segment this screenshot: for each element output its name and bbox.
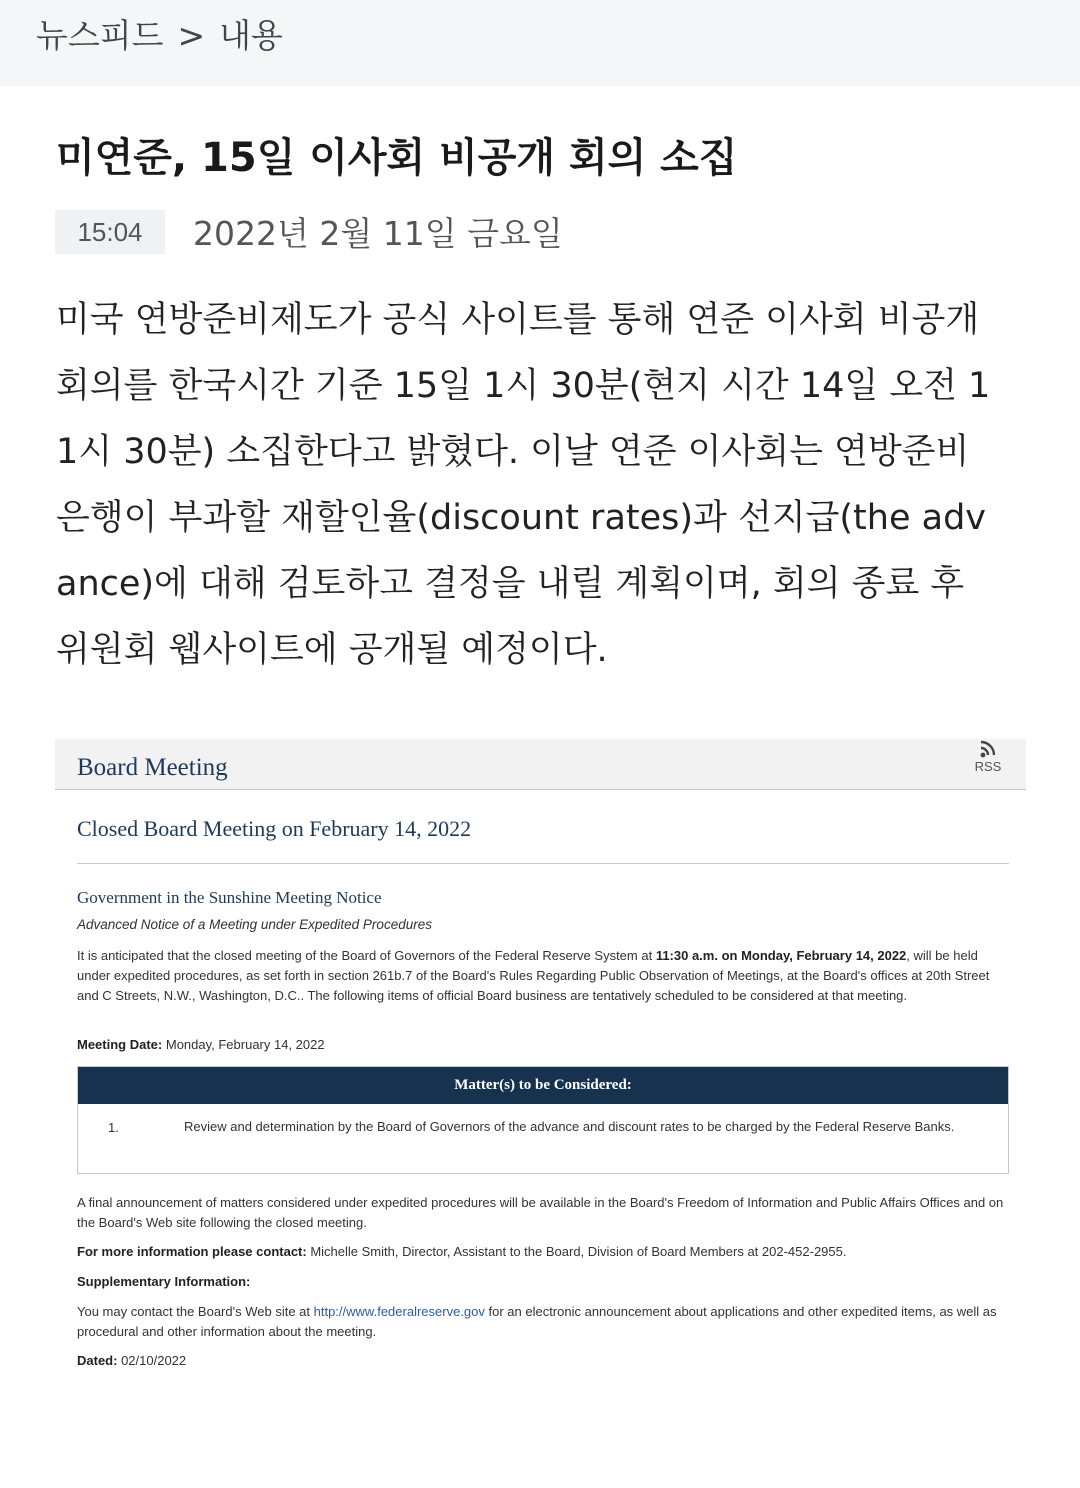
- contact-label: For more information please contact:: [77, 1244, 307, 1259]
- supp-text: You may contact the Board's Web site at: [77, 1304, 314, 1319]
- body-line: 위원회 웹사이트에 공개될 예정이다.: [56, 630, 608, 670]
- dated-value: 02/10/2022: [121, 1353, 187, 1368]
- breadcrumb: [36, 10, 283, 57]
- embedded-fed-notice-image: [55, 739, 1026, 1439]
- dated: [77, 1351, 1012, 1371]
- final-announcement: A final announcement of matters considered under expedited procedures will be available in the Board's Freedom of Information and Public Affairs Offices and on the Board's Web site following the closed meeting.: [77, 1195, 1004, 1230]
- meeting-date-label: Meeting Date:: [77, 1037, 163, 1052]
- body-line: 회의를 한국시간 기준 15일 1시 30분(현지 시간 14일 오전 1: [56, 366, 991, 406]
- federalreserve-link[interactable]: http://www.federalreserve.gov: [313, 1304, 485, 1319]
- intro-paragraph: [77, 946, 1012, 1006]
- body-line: 미국 연방준비제도가 공식 사이트를 통해 연준 이사회 비공개: [56, 300, 980, 340]
- fed-subtitle: Closed Board Meeting on February 14, 2022: [77, 816, 472, 841]
- meeting-date-value: Monday, February 14, 2022: [165, 1037, 325, 1052]
- intro-text: It is anticipated that the closed meeting of the Board of Governors of the Federal Reserve System at: [77, 948, 656, 963]
- notice-subtitle: Advanced Notice of a Meeting under Expedited Procedures: [77, 917, 432, 932]
- matters-table: [77, 1066, 1009, 1174]
- rss-label: RSS: [974, 759, 1002, 774]
- top-bar: [0, 0, 1080, 86]
- article-date: 2022년 2월 11일 금요일: [193, 214, 563, 253]
- supplementary-label-text: Supplementary Information:: [77, 1274, 251, 1289]
- rss-link[interactable]: [971, 739, 1005, 774]
- matter-number: 1.: [108, 1120, 119, 1135]
- notice-title: Government in the Sunshine Meeting Notice: [77, 888, 382, 907]
- breadcrumb-section-link[interactable]: 뉴스피드: [36, 16, 164, 55]
- dated-label: Dated:: [77, 1353, 118, 1368]
- body-line: 1시 30분) 소집한다고 밝혔다. 이날 연준 이사회는 연방준비: [56, 432, 970, 472]
- supplementary-label: [77, 1272, 1012, 1292]
- rss-icon: [977, 739, 999, 759]
- body-line: 은행이 부과할 재할인율(discount rates)과 선지급(the adv: [56, 498, 986, 538]
- contact-value: Michelle Smith, Director, Assistant to the Board, Division of Board Members at 202-452-2955.: [310, 1244, 847, 1259]
- matters-header: Matter(s) to be Considered:: [78, 1067, 1008, 1104]
- body-line: ance)에 대해 검토하고 결정을 내릴 계획이며, 회의 종료 후: [56, 564, 965, 604]
- time-badge: 15:04: [55, 210, 165, 254]
- article-body: [56, 287, 1031, 683]
- contact-info: [77, 1242, 1012, 1262]
- breadcrumb-current: 내용: [219, 16, 283, 55]
- fed-header-title: Board Meeting: [77, 754, 228, 781]
- intro-bold-datetime: 11:30 a.m. on Monday, February 14, 2022: [655, 948, 907, 963]
- intro-text-rest: , will be held under expedited procedures, as set forth in section 261b.7 of the Board's Rules Regarding Public Observation of Meetings, at the Board's offices at 20th Street and C Streets, N.W., Washington, D.C.. The following items of official Board business are tentatively scheduled to be considered at that meeting.: [77, 948, 990, 1003]
- divider: [77, 863, 1009, 864]
- fed-header: [55, 739, 1026, 790]
- article-title: 미연준, 15일 이사회 비공개 회의 소집: [56, 135, 738, 181]
- matter-text: Review and determination by the Board of Governors of the advance and discount rates to be charged by the Federal Reserve Banks.: [184, 1119, 955, 1134]
- supp-text-rest: for an electronic announcement about applications and other expedited items, as well as procedural and other information about the meeting.: [77, 1304, 997, 1339]
- breadcrumb-separator: >: [177, 16, 206, 55]
- meeting-date: [77, 1035, 1012, 1055]
- supplementary-paragraph: [77, 1302, 1012, 1342]
